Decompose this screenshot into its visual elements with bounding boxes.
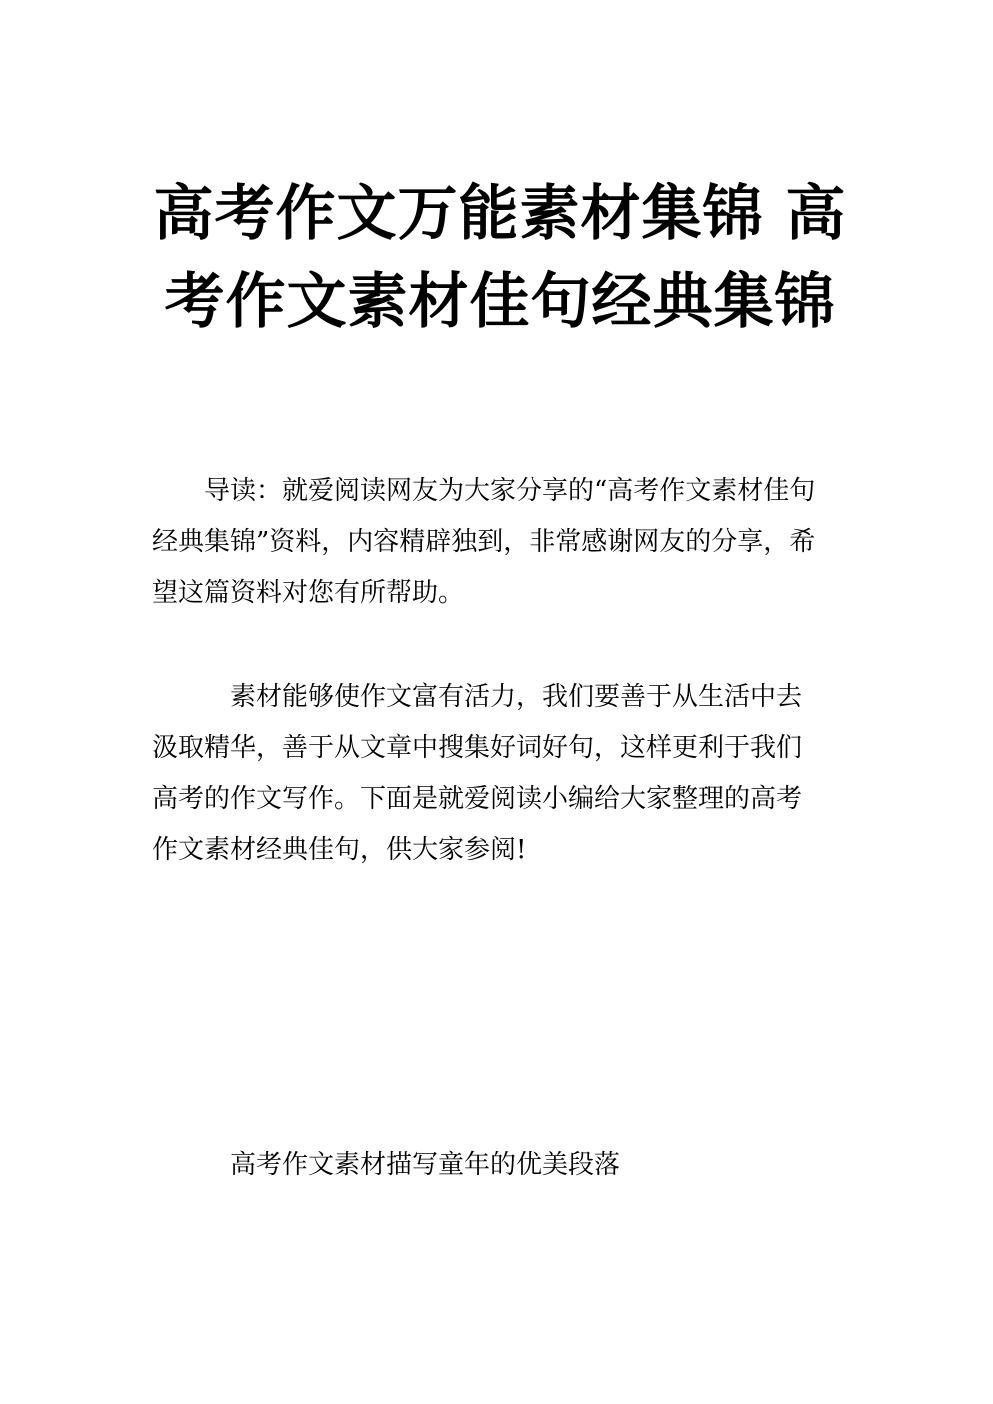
body-line: 素材能够使作文富有活力，我们要善于从生活中去 <box>152 682 803 712</box>
body-line: 汲取精华，善于从文章中搜集好词好句，这样更利于我们 <box>152 733 803 763</box>
title-line: 考作文素材佳句经典集锦 <box>164 267 836 337</box>
document-title <box>150 170 850 346</box>
title-line: 高考作文万能素材集锦 高 <box>153 179 847 249</box>
section-heading: 高考作文素材描写童年的优美段落 <box>230 1150 621 1180</box>
intro-line: 经典集锦”资料，内容精辟独到，非常感谢网友的分享，希 <box>152 527 816 557</box>
body-line: 作文素材经典佳句，供大家参阅! <box>152 835 527 865</box>
intro-paragraph <box>152 466 842 619</box>
body-line: 高考的作文写作。下面是就爱阅读小编给大家整理的高考 <box>152 784 803 814</box>
intro-line: 望这篇资料对您有所帮助。 <box>152 578 465 608</box>
body-paragraph <box>152 672 842 876</box>
intro-line: 导读：就爱阅读网友为大家分享的“高考作文素材佳句 <box>152 476 816 506</box>
